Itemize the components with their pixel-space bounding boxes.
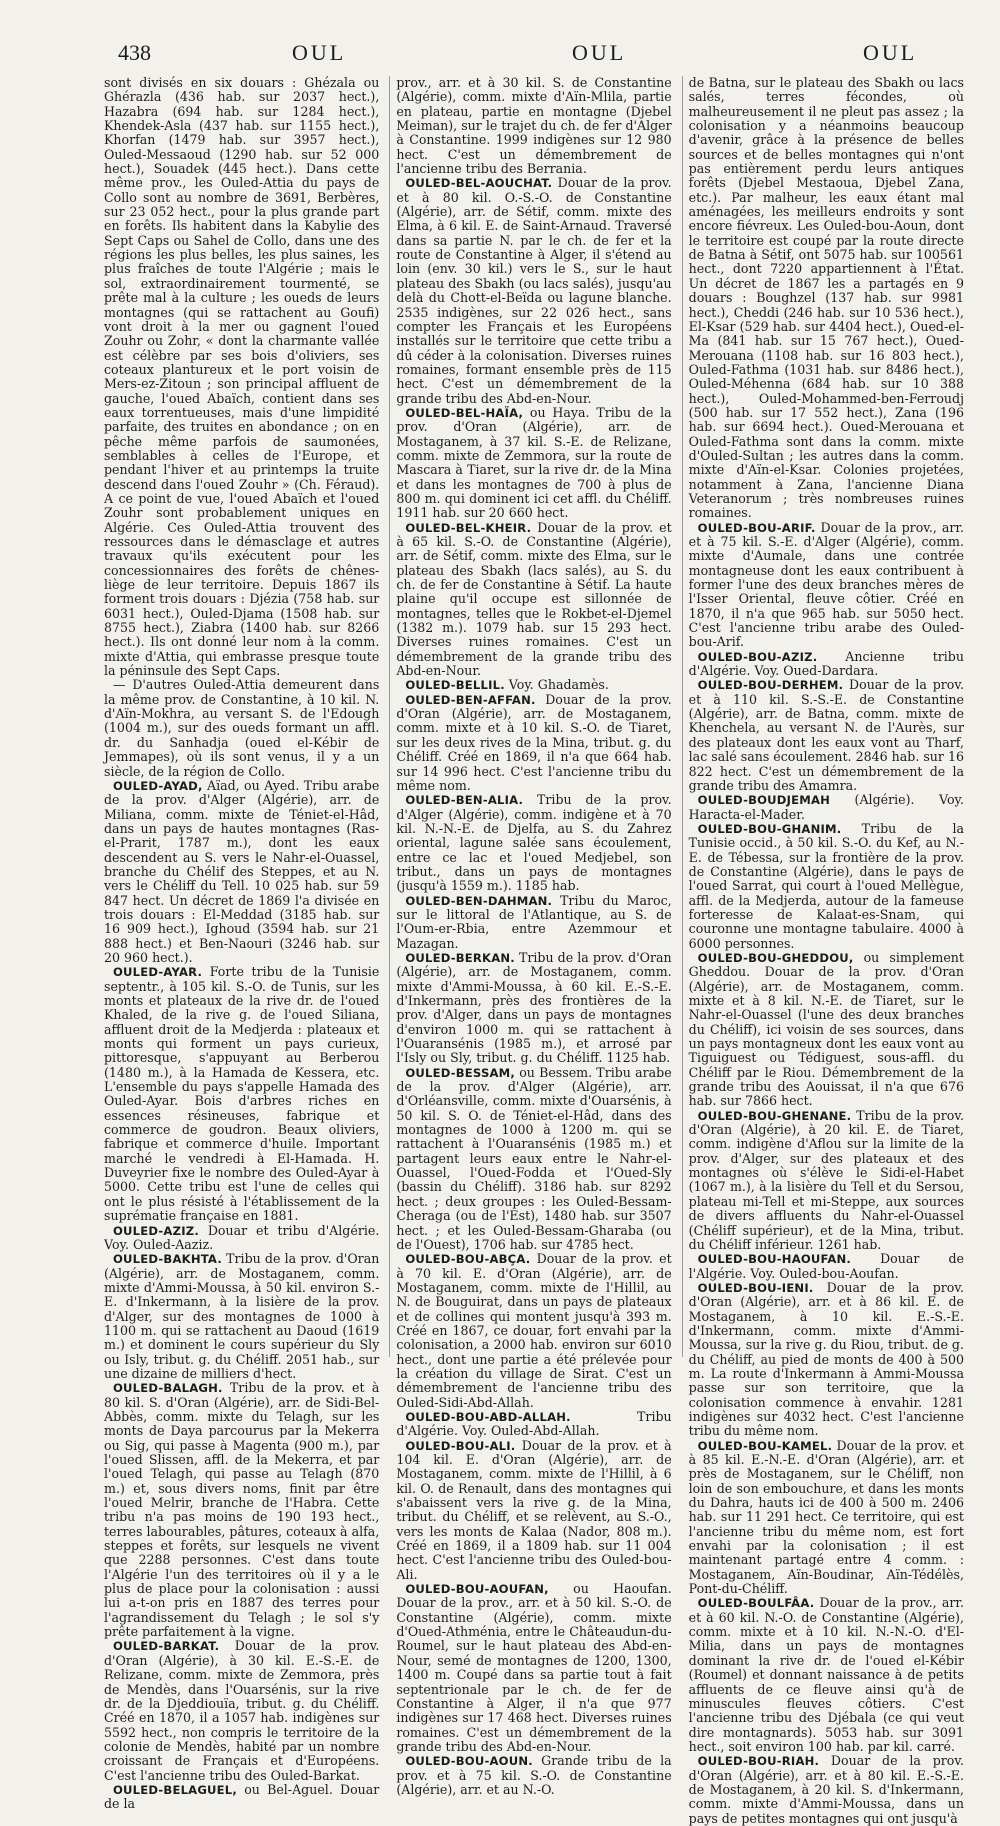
entry-paragraph xyxy=(104,779,379,965)
entry-headword: OULED-BAKHTA. xyxy=(113,1252,222,1267)
entry-headword: OULED-BEL-AOUCHAT. xyxy=(405,176,553,191)
entry-paragraph xyxy=(689,1596,964,1754)
entry-paragraph xyxy=(689,650,964,679)
entry-text: sont divisés en six douars : Ghézala ou Ghérazla (436 hab. sur 2037 hect.), Hazabra (694 hab. sur 1284 hect.), Khendek-Asla (437 hab. sur 1155 hect.), Khorfan (1479 hab. sur 3957 hect.), Ouled-Messaoud (1290 hab. sur 52 000 hect.), Souadek (445 hect.). Dans cette même prov., les Ouled-Attia du pays de Collo sont au nombre de 3691, Berbères, sur 23 052 hect., pour la plus grande part en forêts. Ils habitent dans la Kabylie des Sept Caps ou Sahel de Collo, dans une des régions les plus belles, les plus saines, les plus fraîches de toute l'Algérie ; mais le sol, extraordinairement tourmenté, se prête mal à la culture ; les oueds de leurs montagnes (qui se rattachent au Goufi) vont droit à la mer ou gagnent l'oued Zouhr ou Zohr, « dont la charmante vallée est célèbre par ses bois d'oliviers, ses coteaux plantureux et le port voisin de Mers-ez-Zitoun ; son principal affluent de gauche, l'oued Abaïch, contient dans ses eaux torrentueuses, mais d'une limpidité parfaite, des truites en abondance ; on en pêche même parfois de saumonées, semblables à celles de l'Europe, et pendant l'hiver et au printemps la truite descend dans l'oued Zouhr » (Ch. Féraud). A ce point de vue, l'oued Abaïch et l'oued Zouhr sont probablement uniques en Algérie. Ces Ouled-Attia trouvent des ressources dans le démasclage et autres travaux qu'ils exécutent pour les concessionnaires des forêts de chênes-liège de leur territoire. Depuis 1867 ils forment trois douars : Djézia (758 hab. sur 6031 hect.), Ouled-Djama (1508 hab. sur 8755 hect.), Ziabra (1400 hab. sur 8266 hect.). Ils ont donné leur nom à la comm. mixte d'Attia, qui embrasse presque toute la péninsule des Sept Caps. xyxy=(104,75,380,679)
entry-paragraph xyxy=(689,76,964,521)
entry-headword: OULED-BERKAN. xyxy=(405,950,515,965)
entry-headword: OULED-BOU-ALI. xyxy=(405,1438,516,1453)
entry-headword: OULED-BEL-KHEIR. xyxy=(405,520,532,535)
entry-text: de Batna, sur le plateau des Sbakh ou lacs salés, terres fécondes, où malheureusement il ne pleut pas assez ; la colonisation y a néanmoins beaucoup d'avenir, grâce à la présence de belles sources et de belles montagnes qui n'ont pas entièrement perdu leurs antiques forêts (Djebel Mestaoua, Djebel Zana, etc.). Par malheur, les eaux étant mal aménagées, les meilleurs endroits y sont encore fiévreux. Les Ouled-bou-Aoun, dont le territoire est coupé par la route directe de Batna à Sétif, ont 5075 hab. sur 100561 hect., dont 7220 appartiennent à l'État. Un décret de 1867 les a partagés en 9 douars : Boughzel (137 hab. sur 9981 hect.), Cheddi (246 hab. sur 10 536 hect.), El-Ksar (529 hab. sur 4404 hect.), Oued-el-Ma (841 hab. sur 15 767 hect.), Oued-Merouana (1108 hab. sur 16 803 hect.), Ouled-Fathma (1031 hab. sur 8486 hect.), Ouled-Méhenna (684 hab. sur 10 388 hect.), Ouled-Mohammed-ben-Ferroudj (500 hab. sur 17 552 hect.), Zana (196 hab. sur 6694 hect.). Oued-Merouana et Ouled-Fathma sont dans la comm. mixte d'Ouled-Sultan ; les autres dans la comm. mixte d'Aïn-el-Ksar. Colonies projetées, notamment à Zana, l'ancienne Diana Veteranorum ; très nombreuses ruines romaines. xyxy=(688,75,964,521)
entry-paragraph xyxy=(396,521,671,679)
entry-headword: OULED-BOU-DERHEM. xyxy=(697,678,844,693)
column-2 xyxy=(389,75,672,1797)
entry-text: Douar et tribu d'Algérie. Voy. Ouled-Aaziz. xyxy=(104,1222,380,1252)
entry-paragraph xyxy=(104,965,379,1223)
entry-paragraph xyxy=(104,1252,379,1381)
entry-paragraph xyxy=(104,678,379,778)
entry-paragraph xyxy=(689,1109,964,1252)
entry-headword: OULED-BOU-ARIF. xyxy=(697,520,816,535)
entry-headword: OULED-BOULFÂA. xyxy=(697,1596,815,1611)
entry-text: Douar de la prov. d'Oran (Algérie), à 30 kil. E.-S.-E. de Relizane, comm. mixte de Zemmora, près de Mendès, dans l'Ouarsénis, sur la rive dr. de la Djeddiouïa, tribut. g. du Chéliff. Créé en 1870, il a 1057 hab. indigènes sur 5592 hect., non compris le territoire de la colonie de Mendès, habité par un nombre croissant de Français et d'Européens. C'est l'ancienne tribu des Ouled-Barkat. xyxy=(104,1638,380,1783)
entry-text: Douar de la prov. d'Oran (Algérie), arr. et à 80 kil. E.-S.-E. de Mostaganem, à 20 kil. S. d'Inkermann, comm. mixte d'Ammi-Moussa, dans un pays de petites montagnes qui ont jusqu'à xyxy=(688,1753,964,1826)
entry-paragraph xyxy=(689,822,964,951)
running-head-right: OUL xyxy=(863,40,918,65)
entry-text: Douar de la prov. et à 104 kil. E. d'Oran (Algérie), arr. de Mostaganem, comm. mixte de l'Hillil, à 6 kil. O. de Renault, dans des montagnes qui s'abaissent vers la rive g. de la Mina, tribut. du Chéliff, et se relèvent, au S.-O., vers les monts de Kalaa (Nador, 808 m.). Créé en 1869, il a 1809 hab. sur 11 004 hect. C'est l'ancienne tribu des Ouled-bou-Ali. xyxy=(396,1437,672,1582)
entry-paragraph xyxy=(396,1439,671,1582)
entry-text: Grande tribu de la prov. et à 75 kil. S.-O. de Constantine (Algérie), arr. et au N.-O. xyxy=(396,1753,672,1797)
entry-text: Douar de la prov. d'Oran (Algérie), arr. et à 86 kil. E. de Mostaganem, à 10 kil. E.-S.-E. d'Inkermann, comm. mixte d'Ammi-Moussa, sur la rive g. du Riou, tribut. de g. du Chéliff, au pied de monts de 400 à 500 m. La route d'Inkermann à Ammi-Moussa passe sur son territoire, que la colonisation commence à envahir. 1281 indigènes sur 4032 hect. C'est l'ancienne tribu du même nom. xyxy=(688,1279,964,1439)
text-columns xyxy=(104,75,964,1826)
entry-paragraph xyxy=(689,1281,964,1439)
entry-headword: OULED-BOU-RIAH. xyxy=(697,1754,820,1769)
column-3 xyxy=(682,75,964,1826)
entry-paragraph xyxy=(104,1381,379,1639)
entry-text: Douar de la prov. et à 70 kil. E. d'Oran (Algérie), arr. de Mostaganem, comm. mixte de l'Hillil, au N. de Bouguirat, dans un pays de plateaux et de collines qui montent jusqu'à 393 m. Créé en 1867, ce douar, fort envahi par la colonisation, a 2000 hab. environ sur 6010 hect., dont une partie a été prélevée pour la création du village de Sirat. C'est un démembrement de l'ancienne tribu des Ouled-Sidi-Abd-Allah. xyxy=(396,1251,672,1410)
entry-paragraph xyxy=(396,951,671,1066)
entry-text: Douar de la prov. d'Oran (Algérie), arr. de Mostaganem, comm. mixte et à 10 kil. S.-O. de Tiaret, sur les deux rives de la Mina, tribut. g. du Chéliff. Créé en 1869, il n'a que 664 hab. sur 14 996 hect. C'est l'ancienne tribu du même nom. xyxy=(396,691,672,793)
entry-headword: OULED-BALAGH. xyxy=(113,1381,223,1396)
entry-text: ou Haya. Tribu de la prov. d'Oran (Algérie), arr. de Mostaganem, à 37 kil. S.-E. de Relizane, comm. mixte de Zemmora, sur la route de Mascara à Tiaret, sur la rive dr. de la Mina et dans les montagnes de 700 à plus de 800 m. qui dominent ici cet affl. du Chéliff. 1911 hab. sur 20 660 hect. xyxy=(396,404,672,521)
column-1 xyxy=(104,75,380,1812)
entry-text: Tribu d'Algérie. Voy. Ouled-Abd-Allah. xyxy=(396,1408,672,1439)
entry-paragraph xyxy=(396,1754,671,1797)
entry-headword: OULED-BOUDJEMAH xyxy=(697,793,831,808)
entry-headword: OULED-AYAR. xyxy=(113,965,203,980)
entry-headword: OULED-BEN-AFFAN. xyxy=(405,692,536,707)
entry-headword: OULED-BOU-HAOUFAN. xyxy=(697,1252,852,1267)
entry-headword: OULED-AYAD, xyxy=(113,778,203,793)
entry-paragraph xyxy=(396,1410,671,1439)
entry-paragraph xyxy=(104,1224,379,1253)
entry-headword: OULED-BOU-ABD-ALLAH. xyxy=(405,1409,571,1424)
entry-headword: OULED-BEN-ALIA. xyxy=(405,793,524,808)
entry-headword: OULED-BELAGUEL, xyxy=(113,1782,237,1797)
entry-paragraph xyxy=(396,678,671,692)
entry-paragraph xyxy=(689,1252,964,1281)
entry-text: Tribu de la prov. d'Alger (Algérie), comm. indigène et à 70 kil. N.-N.-E. de Djelfa, au S. du Zahrez oriental, lagune salée sans écoulement, entre ce lac et l'oued Medjebel, son tribut., dans un pays de montagnes (jusqu'à 1559 m.). 1185 hab. xyxy=(396,792,672,894)
entry-paragraph xyxy=(396,1252,671,1410)
entry-text: Aïad, ou Ayed. Tribu arabe de la prov. d'Alger (Algérie), arr. de Miliana, comm. mixte de Téniet-el-Hâd, dans un pays de hautes montagnes (Ras-el-Prarit, 1787 m.), dont les eaux descendent au S. vers le Nahr-el-Ouassel, branche du Chélif des Steppes, et au N. vers le Chéliff du Tell. 10 025 hab. sur 59 847 hect. Un décret de 1869 l'a divisée en trois douars : El-Meddad (3185 hab. sur 16 909 hect.), Ighoud (3594 hab. sur 21 888 hect.) et Ben-Naouri (3246 hab. sur 20 960 hect.). xyxy=(104,777,380,965)
entry-paragraph xyxy=(396,1582,671,1754)
entry-paragraph xyxy=(104,76,379,678)
entry-paragraph xyxy=(396,406,671,521)
entry-paragraph xyxy=(104,1783,379,1812)
entry-text: Forte tribu de la Tunisie septentr., à 105 kil. S.-O. de Tunis, sur les monts et plateaux de la rive dr. de l'oued Khaled, de la rive g. de l'oued Siliana, affluent droit de la Medjerda : plateaux et monts qui forment un pays curieux, pittoresque, s'appuyant au Berberou (1480 m.), à la Hamada de Kessera, etc. L'ensemble du pays s'appelle Hamada des Ouled-Ayar. Bois d'arbres riches en essences résineuses, fabrique et commerce de goudron. Beaux oliviers, fabrique et commerce d'huile. Important marché le vendredi à El-Hamada. H. Duveyrier fixe le nombre des Ouled-Ayar à 5000. Cette tribu est l'une de celles qui ont le plus résisté à l'établissement de la suprématie française en 1881. xyxy=(104,964,380,1224)
entry-headword: OULED-BOU-AOUN. xyxy=(405,1754,533,1769)
entry-paragraph xyxy=(689,793,964,822)
entry-headword: OULED-BELLIL. xyxy=(405,678,505,693)
entry-paragraph xyxy=(689,521,964,650)
entry-text: Douar de la prov. et à 65 kil. S.-O. de Constantine (Algérie), arr. de Sétif, comm. mixte des Elma, sur le plateau des Sbakh (lacs salés), au S. du ch. de fer de Constantine à Sétif. La haute plaine qu'il occupe est sillonnée de montagnes, telles que le Rokbet-el-Djemel (1382 m.). 1079 hab. sur 15 293 hect. Diverses ruines romaines. C'est un démembrement de la grande tribu des Abd-en-Nour. xyxy=(396,519,672,679)
entry-text: Douar de la prov. et à 80 kil. O.-S.-O. de Constantine (Algérie), arr. de Sétif, comm. mixte des Elma, à 6 kil. E. de Saint-Arnaud. Traversé dans sa partie N. par le ch. de fer et la route de Constantine à Alger, il s'étend au loin (env. 30 kil.) vers le S., sur le haut plateau des Sbakh (ou lacs salés), jusqu'au delà du Chott-el-Beïda ou lagune blanche. 2535 indigènes, sur 22 026 hect., sans compter les Français et les Européens installés sur le territoire que cette tribu a dû céder à la colonisation. Diverses ruines romaines, formant ensemble près de 115 hect. C'est un démembrement de la grande tribu des Abd-en-Nour. xyxy=(396,175,672,406)
entry-paragraph xyxy=(689,678,964,793)
entry-text: ou Haoufan. Douar de la prov., arr. et à 50 kil. S.-O. de Constantine (Algérie), comm. mixte d'Oued-Athménia, entre le Châteaudun-du-Roumel, sur le haut plateau des Abd-en-Nour, semé de montagnes de 1200, 1300, 1400 m. Coupé dans sa partie tout à fait septentrionale par le ch. de fer de Constantine à Alger, il n'a que 977 indigènes sur 17 468 hect. Diverses ruines romaines. C'est un démembrement de la grande tribu des Abd-en-Nour. xyxy=(396,1581,672,1754)
entry-headword: OULED-BOU-AOUFAN, xyxy=(405,1582,549,1597)
running-head-center: OUL xyxy=(572,40,627,65)
entry-text: Tribu de la prov. d'Oran (Algérie), arr. de Mostaganem, comm. mixte d'Ammi-Moussa, à 60 kil. E.-S.-E. d'Inkermann, près des frontières de la prov. d'Alger, dans un pays de montagnes d'environ 1000 m. qui se rattachent à l'Ouaransénis (1985 m.), et arrosé par l'Isly ou Sly, tribut. g. du Chéliff. 1125 hab. xyxy=(396,949,672,1066)
entry-headword: OULED-BOU-AZIZ. xyxy=(697,649,818,664)
entry-paragraph xyxy=(689,1439,964,1597)
entry-text: Douar de l'Algérie. Voy. Ouled-bou-Aoufan. xyxy=(688,1251,964,1281)
entry-text: Douar de la prov. et à 110 kil. S.-S.-E. de Constantine (Algérie), arr. de Batna, comm. mixte de Khenchela, au versant N. de l'Aurès, sur des plateaux dont les eaux vont au Tharf, lac salé sans écoulement. 2846 hab. sur 16 822 hect. C'est un démembrement de la grande tribu des Amamra. xyxy=(688,677,964,793)
entry-headword: OULED-BOU-GHANIM. xyxy=(697,821,842,836)
entry-text: Voy. Ghadamès. xyxy=(504,677,609,693)
entry-headword: OULED-BOU-IENI. xyxy=(697,1280,814,1295)
entry-text: ou Bel-Aguel. Douar de la xyxy=(104,1781,380,1812)
entry-text: Tribu de la prov. d'Oran (Algérie), arr. de Mostaganem, comm. mixte d'Ammi-Moussa, à 50 kil. environ S.-E. d'Inkermann, à la lisière de la prov. d'Alger, sur des montagnes de 1000 à 1100 m. qui se rattachent au Daoud (1619 m.) et dominent le cours supérieur du Sly ou Isly, tribut. g. du Chéliff. 2051 hab., sur une dizaine de milliers d'hect. xyxy=(104,1251,380,1381)
entry-headword: OULED-BOU-KAMEL. xyxy=(697,1438,833,1453)
entry-text: Douar de la prov. et à 85 kil. E.-N.-E. d'Oran (Algérie), arr. et près de Mostaganem, sur le Chéliff, non loin de son embouchure, et dans les monts du Dahra, hauts ici de 400 à 500 m. 2406 hab. sur 11 291 hect. Ce territoire, qui est l'ancienne tribu du même nom, est fort envahi par la colonisation ; il est maintenant partagé entre 4 comm. : Mostaganem, Aïn-Boudinar, Aïn-Tédélès, Pont-du-Chéliff. xyxy=(688,1437,964,1597)
entry-headword: OULED-BEL-HAÏA, xyxy=(405,405,524,420)
entry-paragraph xyxy=(396,176,671,406)
entry-headword: OULED-BOU-GHEDDOU, xyxy=(697,950,854,965)
entry-paragraph xyxy=(396,76,671,176)
entry-headword: OULED-BARKAT. xyxy=(113,1639,220,1654)
entry-headword: OULED-BOU-ABÇA. xyxy=(405,1252,531,1267)
entry-text: Tribu de la prov. et à 80 kil. S. d'Oran (Algérie), arr. de Sidi-Bel-Abbès, comm. mixte du Telagh, sur les monts de Daya parcourus par la Mekerra ou Sig, qui passe à Magenta (900 m.), par l'oued Slissen, affl. de la Mekerra, et par l'oued Telagh, qui passe au Telagh (870 m.) et, sous divers noms, finit par être l'oued Melrir, branche de l'Habra. Cette tribu n'a pas moins de 190 193 hect., terres labourables, pâtures, coteaux à alfa, steppes et forêts, sur lesquels ne vivent que 2288 personnes. C'est dans toute l'Algérie l'un des territoires où il y a le plus de place pour la colonisation : aussi lui a-t-on pris en 1887 des terres pour l'agrandissement du Telagh ; le sol s'y prête parfaitement à la vigne. xyxy=(104,1380,380,1640)
entry-text: Douar de la prov., arr. et à 75 kil. S.-E. d'Alger (Algérie), comm. mixte d'Aumale, dans une contrée montagneuse dont les eaux contribuent à former l'une des deux branches mères de l'Isser Oriental, fleuve côtier. Créé en 1870, il n'a que 965 hab. sur 5050 hect. C'est l'ancienne tribu arabe des Ouled-bou-Arif. xyxy=(688,519,964,650)
entry-text: Ancienne tribu d'Algérie. Voy. Oued-Dardara. xyxy=(688,648,964,679)
entry-paragraph xyxy=(689,951,964,1109)
entry-text: prov., arr. et à 30 kil. S. de Constantine (Algérie), comm. mixte d'Aïn-Mlila, partie en plateau, partie en montagne (Djebel Meiman), sur le trajet du ch. de fer d'Alger à Constantine. 1999 indigènes sur 12 980 hect. C'est un démembrement de l'ancienne tribu des Berrania. xyxy=(396,75,672,177)
entry-headword: OULED-BESSAM, xyxy=(405,1065,516,1080)
entry-text: (Algérie). Voy. Haracta-el-Mader. xyxy=(688,792,964,822)
page-number: 438 xyxy=(118,40,151,65)
entry-paragraph xyxy=(396,894,671,951)
entry-paragraph xyxy=(396,693,671,793)
entry-paragraph xyxy=(396,1066,671,1252)
page-header xyxy=(50,34,964,68)
entry-headword: OULED-AZIZ. xyxy=(113,1223,199,1238)
entry-text: Douar de la prov., arr. et à 60 kil. N.-O. de Constantine (Algérie), comm. mixte et à 10 kil. N.-N.-O. d'El-Milia, dans un pays de montagnes dominant la rive dr. de l'oued el-Kébir (Roumel) et donnant naissance à de petits affluents de ce fleuve ainsi qu'à de minuscules fleuves côtiers. C'est l'ancienne tribu des Djébala (ce qui veut dire montagnards). 5053 hab. sur 3091 hect., soit environ 100 hab. par kil. carré. xyxy=(688,1595,964,1754)
entry-paragraph xyxy=(396,793,671,893)
entry-text: ou simplement Gheddou. Douar de la prov. d'Oran (Algérie), arr. de Mostaganem, comm. mixte et à 8 kil. N.-E. de Tiaret, sur le Nahr-el-Ouassel (l'une des deux branches du Chéliff), ici voisin de ses sources, dans un pays montagneux dont les eaux vont au Tiguiguest ou Tédiguest, sous-affl. du Chéliff par le Riou. Démembrement de la grande tribu des Aouissat, il n'a que 676 hab. sur 7866 hect. xyxy=(688,949,964,1109)
running-head-left: OUL xyxy=(292,40,347,65)
entry-headword: OULED-BOU-GHENANE. xyxy=(697,1108,852,1123)
entry-paragraph xyxy=(104,1639,379,1782)
entry-paragraph xyxy=(689,1754,964,1826)
entry-text: ou Bessem. Tribu arabe de la prov. d'Alger (Algérie), arr. d'Orléansville, comm. mixte d'Ouarsénis, à 50 kil. S. O. de Téniet-el-Hâd, dans des montagnes de 1000 à 1200 m. qui se rattachent à l'Ouaransénis (1985 m.) et partagent leurs eaux entre le Nahr-el-Ouassel, l'Oued-Fodda et l'Oued-Sly (bassin du Chéliff). 3186 hab. sur 8292 hect. ; deux groupes : les Ouled-Bessam-Cheraga (ou de l'Est), 1480 hab. sur 3507 hect. ; et les Ouled-Bessam-Gharaba (ou de l'Ouest), 1706 hab. sur 4785 hect. xyxy=(396,1064,672,1252)
entry-text: Tribu de la Tunisie occid., à 50 kil. S.-O. du Kef, au N.-E. de Tébessa, sur la frontière de la prov. de Constantine (Algérie), dans le pays de l'oued Sarrat, qui court à l'oued Mellègue, affl. de la Medjerda, autour de la fameuse forteresse de Kalaat-es-Snam, qui couronne une montagne tabulaire. 4000 à 6000 personnes. xyxy=(688,820,964,951)
entry-text: Tribu de la prov. d'Oran (Algérie), à 20 kil. E. de Tiaret, comm. indigène d'Aflou sur la limite de la prov. d'Alger, sur des plateaux et des montagnes où s'élève le Sidi-el-Habet (1067 m.), à la lisière du Tell et du Sersou, plateau mi-Tell et mi-Steppe, aux sources de divers affluents du Nahr-el-Ouassel (Chéliff supérieur), et de la Mina, tribut. du Chéliff inférieur. 1261 hab. xyxy=(688,1107,964,1252)
entry-text: Tribu du Maroc, sur le littoral de l'Atlantique, au S. de l'Oum-er-Rbia, entre Azemmour et Mazagan. xyxy=(396,892,672,951)
entry-headword: OULED-BEN-DAHMAN. xyxy=(405,893,553,908)
entry-text: — D'autres Ouled-Attia demeurent dans la même prov. de Constantine, à 10 kil. N. d'Aïn-Mokhra, au versant S. de l'Edough (1004 m.), sur des oueds formant un affl. dr. du Sanhadja (oued el-Kébir de Jemmapes), où ils sont venus, il y a un siècle, de la région de Collo. xyxy=(104,677,380,779)
